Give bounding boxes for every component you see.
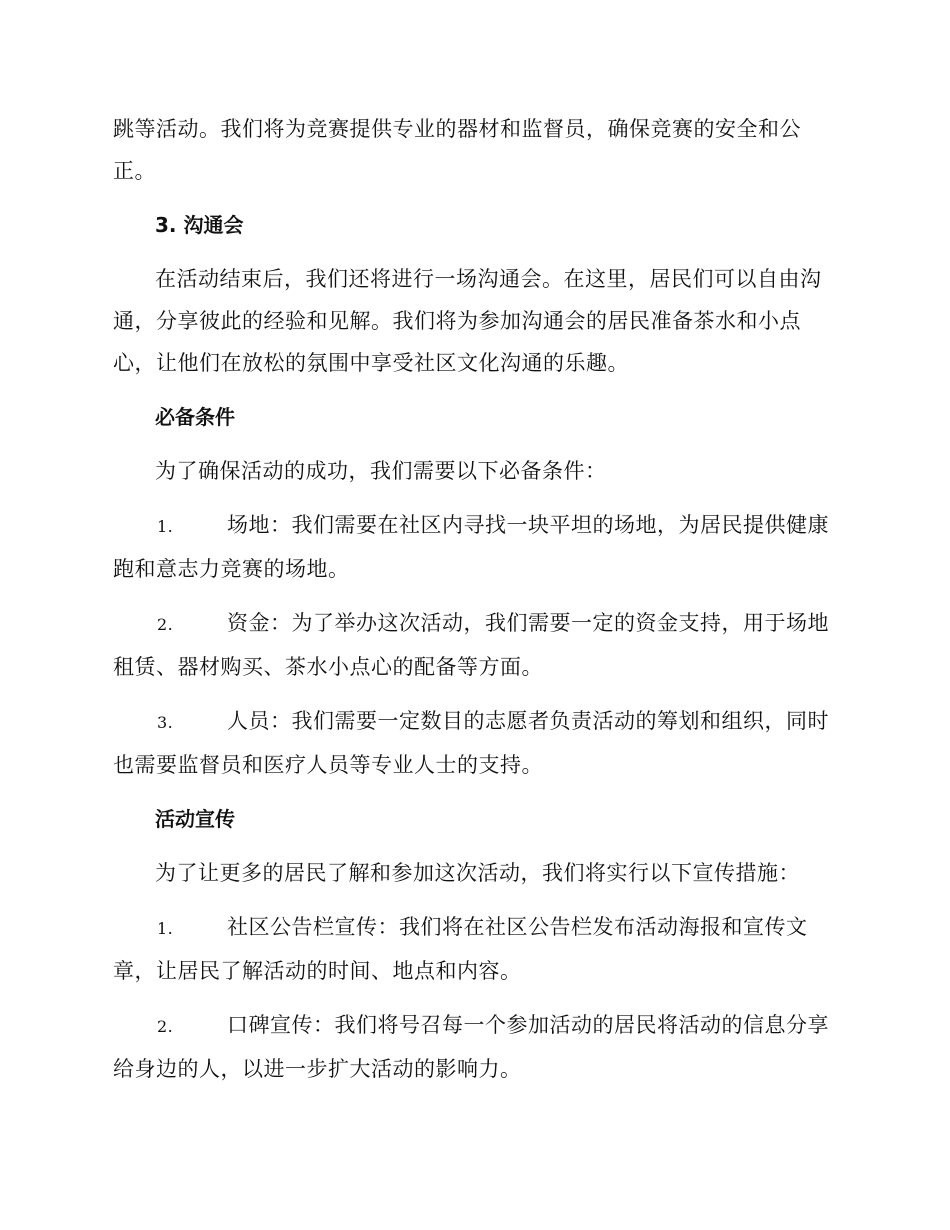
list-item-requirement (113, 504, 837, 590)
list-item-text: 资金：为了举办这次活动，我们需要一定的资金支持，用于场地租赁、器材购买、茶水小点心的配备等方面。 (113, 611, 829, 679)
paragraph-requirements-intro: 为了确保活动的成功，我们需要以下必备条件： (155, 459, 607, 483)
paragraph-meeting: 在活动结束后，我们还将进行一场沟通会。在这里，居民们可以自由沟通，分享彼此的经验和见解。我们将为参加沟通会的居民准备茶水和小点心，让他们在放松的氛围中享受社区文化沟通的乐趣。 (113, 267, 822, 375)
list-item-text: 口碑宣传：我们将号召每一个参加活动的居民将活动的信息分享给身边的人，以进一步扩大活动的影响力。 (113, 1013, 829, 1081)
list-item-number: 1. (157, 919, 174, 938)
heading-requirements: 必备条件 (155, 405, 235, 429)
list-item-number: 2. (157, 615, 174, 634)
list-item-text: 社区公告栏宣传：我们将在社区公告栏发布活动海报和宣传文章，让居民了解活动的时间、地点和内容。 (113, 915, 808, 983)
list-item-number: 3. (157, 713, 174, 732)
list-item-text: 人员：我们需要一定数目的志愿者负责活动的筹划和组织，同时也需要监督员和医疗人员等专业人士的支持。 (113, 709, 829, 777)
list-item-promotion (113, 906, 837, 992)
list-item-text: 场地：我们需要在社区内寻找一块平坦的场地，为居民提供健康跑和意志力竞赛的场地。 (113, 513, 829, 581)
heading-meeting: 3. 沟通会 (155, 213, 244, 237)
list-item-requirement (113, 602, 837, 688)
document-page (113, 108, 837, 1102)
list-item-requirement (113, 700, 837, 786)
paragraph-promotion-intro: 为了让更多的居民了解和参加这次活动，我们将实行以下宣传措施： (155, 861, 800, 885)
list-item-number: 2. (157, 1017, 174, 1036)
heading-promotion: 活动宣传 (155, 807, 235, 831)
list-item-number: 1. (157, 517, 174, 536)
list-item-promotion (113, 1004, 837, 1090)
paragraph-intro-continued: 跳等活动。我们将为竞赛提供专业的器材和监督员，确保竞赛的安全和公正。 (113, 117, 801, 183)
